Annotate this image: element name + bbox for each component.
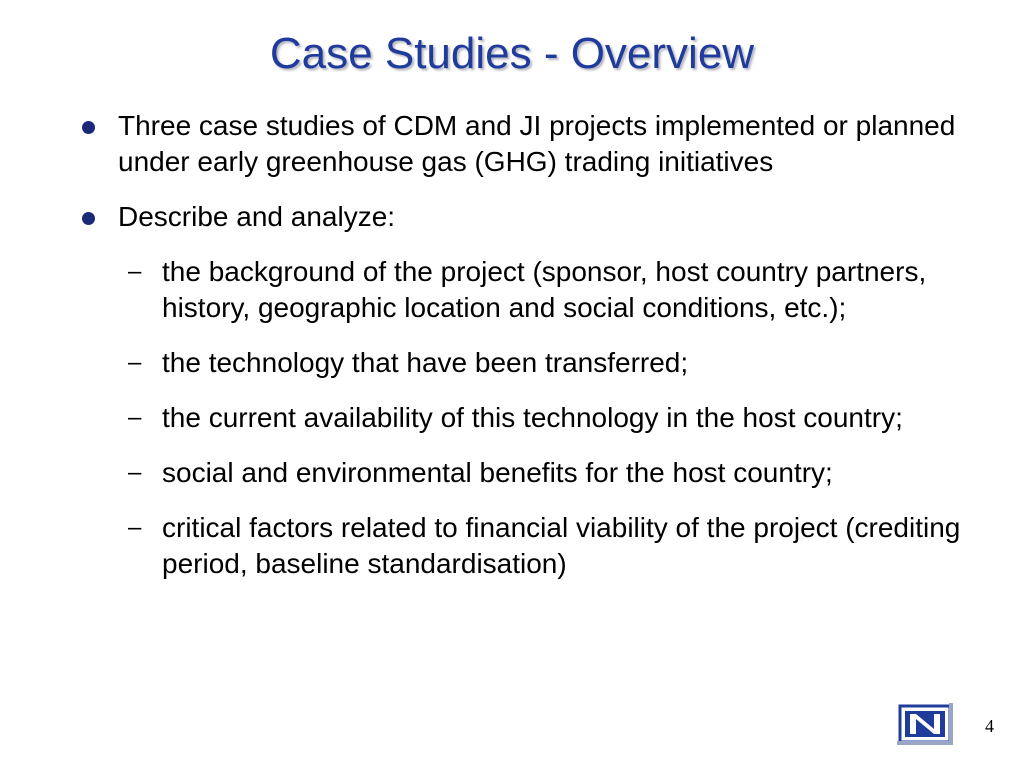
- slide-content: [78, 108, 998, 601]
- bullet-text: Three case studies of CDM and JI projects implemented or planned under early greenhouse gas (GHG) trading initiatives: [118, 110, 956, 177]
- n-logo-icon: [897, 703, 953, 745]
- sub-bullet-item: [78, 400, 998, 436]
- bullet-item: [78, 199, 998, 235]
- sub-bullet-item: [78, 510, 998, 582]
- sub-bullet-item: [78, 455, 998, 491]
- dash-icon: –: [128, 459, 142, 486]
- dash-icon: –: [128, 349, 142, 376]
- bullet-dot-icon: [82, 121, 95, 134]
- dash-icon: –: [128, 404, 142, 431]
- dash-icon: –: [128, 258, 142, 285]
- sub-bullet-item: [78, 254, 998, 326]
- sub-bullet-text: critical factors related to financial viability of the project (crediting period, baseline standardisation): [162, 512, 961, 579]
- sub-bullet-text: the current availability of this technology in the host country;: [162, 402, 903, 433]
- sub-bullet-item: [78, 345, 998, 381]
- sub-bullet-text: the technology that have been transferred;: [162, 347, 689, 378]
- bullet-text: Describe and analyze:: [118, 201, 396, 232]
- slide-title: Case Studies - Overview: [269, 29, 755, 78]
- sub-bullet-text: social and environmental benefits for the host country;: [162, 457, 833, 488]
- dash-icon: –: [128, 514, 142, 541]
- sub-bullet-text: the background of the project (sponsor, host country partners, history, geographic location and social conditions, etc.);: [162, 256, 927, 323]
- bullet-dot-icon: [82, 212, 95, 225]
- bullet-item: [78, 108, 998, 180]
- page-number: 4: [985, 716, 994, 736]
